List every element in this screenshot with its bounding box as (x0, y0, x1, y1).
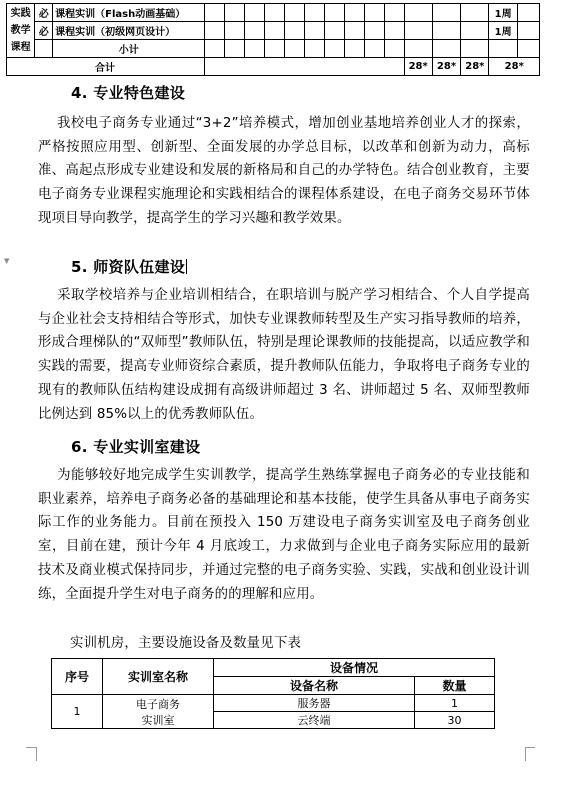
item-name: 云终端 (214, 712, 415, 729)
weeks-cell: 1周 (489, 4, 517, 22)
section-heading: 4. 专业特色建设 (71, 84, 186, 102)
section-paragraph: 我校电子商务专业通过“3+2”培养模式，增加创业基地培养创业人才的探索，严格按照应用型、创新型、全面发展的办学总目标，以改革和创新为动力，高标准、高起点形成专业建设和发展的新格局和自己的办学特色。结合创业教育，主要电子商务专业课程实施理论和实践相结合的课程体系建设，在电子商务交易环节体现项目导向教学，提高学生的学习兴趣和教学效果。 (38, 116, 530, 226)
total-value: 28* (461, 58, 489, 76)
table-row (52, 659, 495, 677)
section-paragraph: 采取学校培养与企业培训相结合，在职培训与脱产学习相结合、个人自学提高与企业社会支持相结合等形式，加快专业课教师转型及生产实习指导教师的培养，形成合理梯队的“双师型”教师队伍，特别是理论课教师的技能提高，以适应教学和实践的需要，提高专业师资综合素质，提升教师队伍能力，争取将电子商务专业的现有的教师队伍结构建设成拥有高级讲师超过 3 名、讲师超过 5 名、双师型教师比例达到 85%以上的优秀教师队伍。 (38, 288, 530, 422)
room-name-line: 实训室 (141, 713, 175, 727)
item-qty: 30 (415, 712, 495, 729)
header-equipment-group: 设备情况 (214, 659, 495, 677)
total-value: 28* (489, 58, 540, 76)
margin-corner-mark (525, 747, 536, 761)
required-cell: 必 (35, 22, 53, 40)
section-paragraph: 为能够较好地完成学生实训教学，提高学生熟练掌握电子商务必的专业技能和职业素养，培养电子商务必备的基础理论和基本技能，使学生具备从事电子商务实际工作的业务能力。目前在预投入 150 万建设电子商务实训室及电子商务创业室，目前在建，预计今年 4 月底竣工，力求做到与企业电子商务实际应用的最新技术及商业模式保持同步，并通过完整的电子商务实验、实践，实战和创业设计训练，全面提升学生对电子商务的的理解和应用。 (38, 468, 530, 602)
table-row (7, 4, 540, 22)
table-row (7, 22, 540, 40)
item-name: 服务器 (214, 695, 415, 712)
course-name-cell: 课程实训（Flash动画基础） (53, 4, 205, 22)
section-heading: 6. 专业实训室建设 (71, 438, 201, 456)
header-room: 实训室名称 (103, 659, 214, 695)
header-item: 设备名称 (214, 677, 415, 695)
room-name-line: 电子商务 (136, 697, 180, 711)
item-qty: 1 (415, 695, 495, 712)
margin-corner-mark (26, 747, 37, 761)
weeks-cell: 1周 (489, 22, 517, 40)
section-heading-text: 5. 师资队伍建设 (71, 258, 186, 276)
course-table (6, 3, 540, 76)
header-qty: 数量 (415, 677, 495, 695)
course-name-cell: 课程实训（初级网页设计） (53, 22, 205, 40)
margin-corner-mark (26, 747, 36, 748)
text-cursor (186, 259, 187, 274)
section-heading (71, 256, 187, 277)
table-row (7, 58, 540, 76)
table-row (52, 695, 495, 712)
total-value: 28* (404, 58, 432, 76)
subtotal-label: 小计 (53, 40, 205, 58)
category-char: 教学 (10, 25, 31, 36)
room-name-cell (103, 695, 214, 729)
table-row (7, 40, 540, 58)
category-char: 实践 (10, 8, 31, 19)
category-char: 课程 (10, 42, 31, 53)
equipment-table (51, 658, 495, 729)
required-cell: 必 (35, 4, 53, 22)
row-index: 1 (52, 695, 103, 729)
total-label: 合计 (7, 58, 205, 76)
margin-corner-mark (525, 747, 535, 748)
header-index: 序号 (52, 659, 103, 695)
collapse-triangle-icon[interactable]: ▼ (4, 257, 10, 265)
table-caption: 实训机房，主要设施设备及数量见下表 (70, 636, 302, 651)
category-cell (7, 4, 35, 58)
total-value: 28* (432, 58, 460, 76)
